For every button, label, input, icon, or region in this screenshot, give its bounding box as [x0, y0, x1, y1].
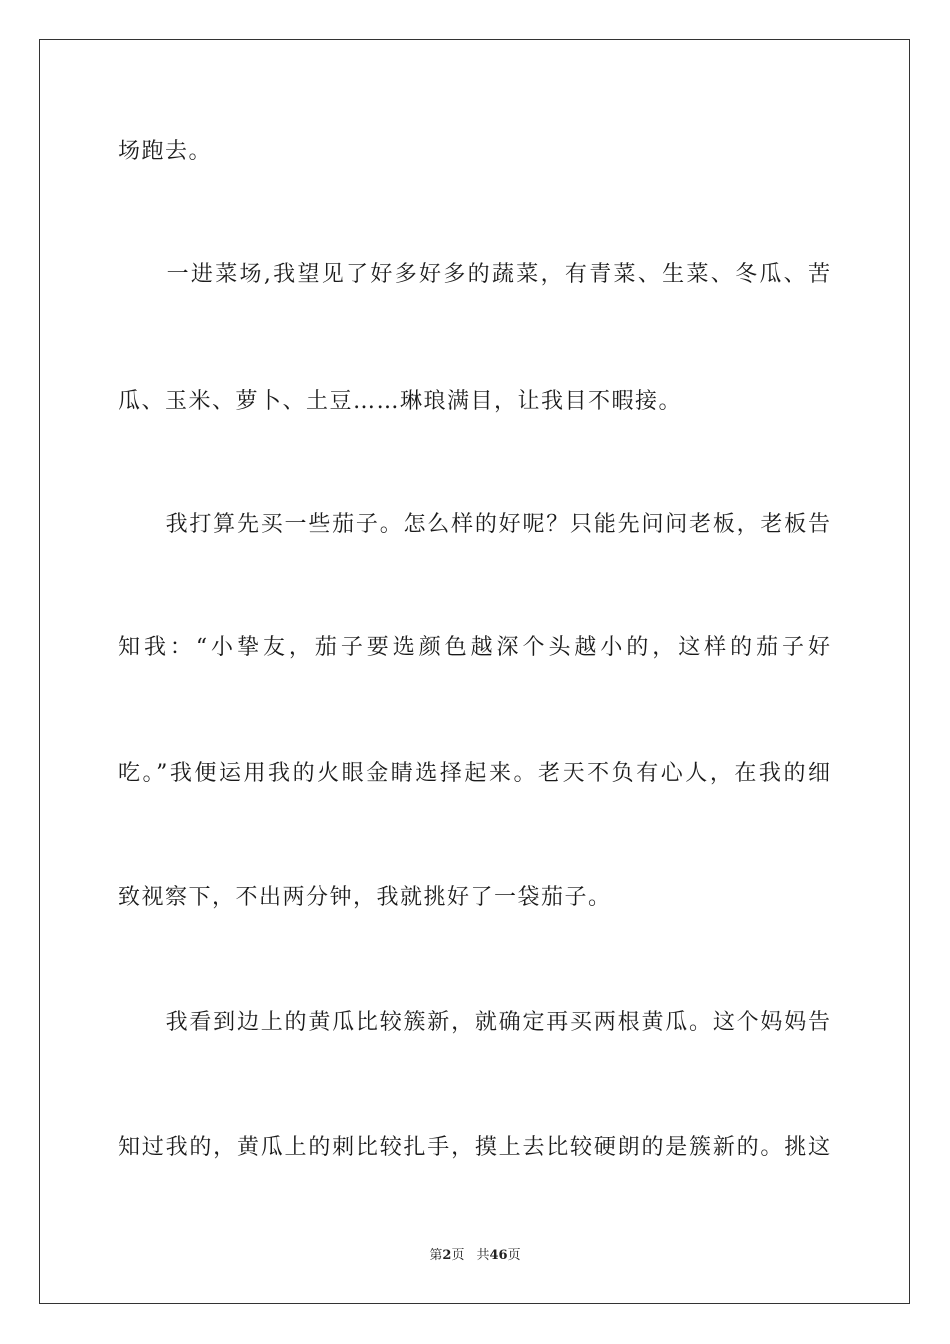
- page-prefix: 第: [429, 1248, 443, 1263]
- total-prefix: 共: [476, 1248, 490, 1263]
- text-line: 知过我的，黄瓜上的刺比较扎手，摸上去比较硬朗的是簇新的。挑这: [118, 1135, 830, 1160]
- text-line: 我打算先买一些茄子。怎么样的好呢？只能先问问老板，老板告: [118, 512, 830, 537]
- page-footer: [0, 1247, 950, 1265]
- page-number: 2: [442, 1248, 452, 1263]
- text-line: 知我：“小挚友，茄子要选颜色越深个头越小的，这样的茄子好: [118, 635, 830, 660]
- text-line: 我看到边上的黄瓜比较簇新，就确定再买两根黄瓜。这个妈妈告: [118, 1010, 830, 1035]
- page-border: [39, 39, 910, 1304]
- total-pages: 46: [489, 1248, 508, 1263]
- page-suffix: 页: [451, 1248, 465, 1263]
- text-line: 吃。”我便运用我的火眼金睛选择起来。老天不负有心人，在我的细: [118, 761, 830, 786]
- text-line: 一进菜场,我望见了好多好多的蔬菜，有青菜、生菜、冬瓜、苦: [118, 262, 830, 287]
- text-line: 场跑去。: [118, 139, 213, 164]
- total-suffix: 页: [507, 1248, 521, 1263]
- text-line: 瓜、玉米、萝卜、土豆……琳琅满目，让我目不暇接。: [118, 389, 683, 414]
- text-line: 致视察下，不出两分钟，我就挑好了一袋茄子。: [118, 885, 612, 910]
